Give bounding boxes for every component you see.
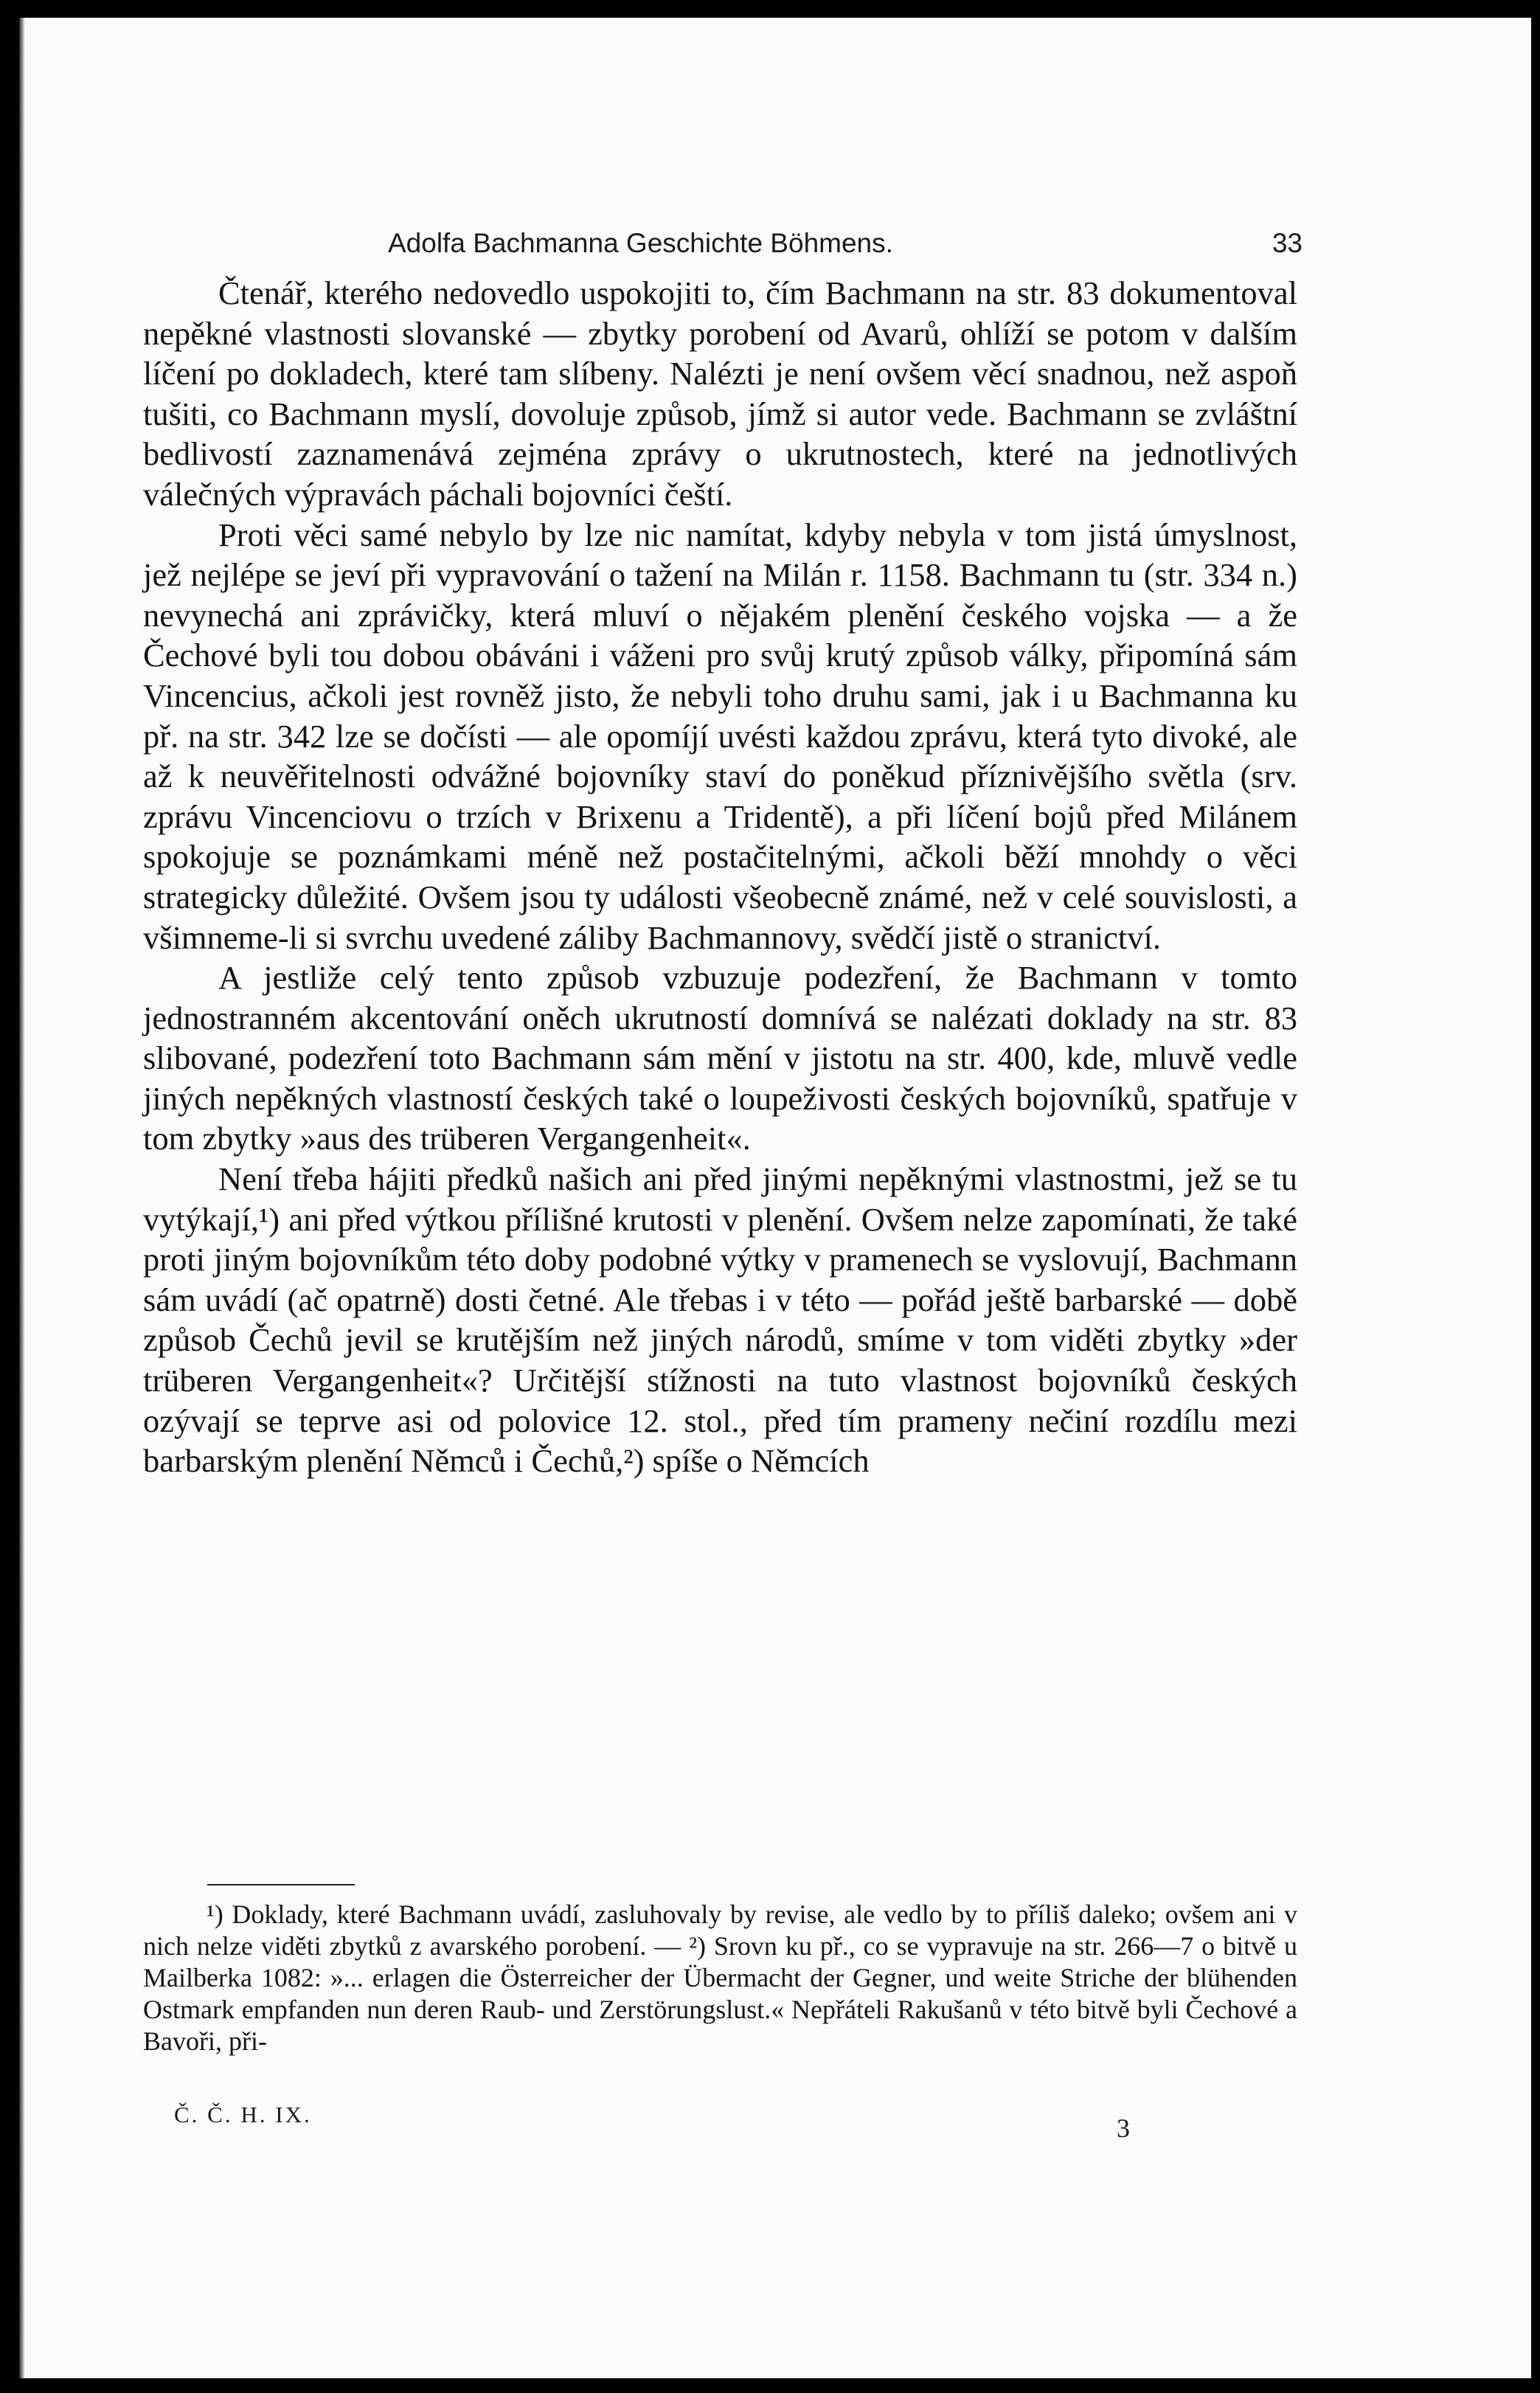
running-head-title: Adolfa Bachmanna Geschichte Böhmens.: [388, 228, 893, 258]
book-page: [19, 18, 1531, 2378]
page-number: 33: [1272, 228, 1303, 258]
footnotes: [143, 1899, 1297, 2057]
footnote-text: ¹) Doklady, které Bachmann uvádí, zasluhovaly by revise, ale vedlo by to příliš daleko; ovšem ani v nich nelze viděti zbytků z avarského porobení. — ²) Srovn ku př., co se vypravuje na str. 266—7 o bitvě u Mailberka 1082: »... erlagen die Österreicher der Übermacht der Gegner, und weite Striche der blühenden Ostmark empfanden nun deren Raub- und Zerstörungslust.« Nepřáteli Rakušanů v této bitvě byli Čechové a Bavoři, při-: [143, 1899, 1297, 2056]
paragraph: Proti věci samé nebylo by lze nic namítat, kdyby nebyla v tom jistá úmyslnost, jež nejlépe se jeví při vypravování o tažení na Milán r. 1158. Bachmann tu (str. 334 n.) nevynechá ani zprávičky, která mluví o nějakém plenění českého vojska — a že Čechové byli tou dobou obáváni i váženi pro svůj krutý způsob války, připomíná sám Vincencius, ačkoli jest rovněž jisto, že nebyli toho druhu sami, jak i u Bachmanna ku př. na str. 342 lze se dočísti — ale opomíjí uvésti každou zprávu, která tyto divoké, ale až k neuvěřitelnosti odvážné bojovníky staví do poněkud příznivějšího světla (srv. zprávu Vincenciovu o trzích v Brixenu a Tridentě), a při líčení bojů před Milánem spokojuje se poznámkami méně než postačitelnými, ačkoli běží mnohdy o věci strategicky důležité. Ovšem jsou ty události všeobecně známé, než v celé souvislosti, a všimneme-li si svrchu uvedené záliby Bachmannovy, svědčí jistě o stranictví.: [143, 516, 1297, 956]
paragraph: Není třeba hájiti předků našich ani před jinými nepěknými vlastnostmi, jež se tu vytýkají,¹) ani před výtkou přílišné krutosti v plenění. Ovšem nelze zapomínati, že také proti jiným bojovníkům této doby podobné výtky v pramenech se vyslovují, Bachmann sám uvádí (ač opatrně) dosti četné. Ale třebas i v této — pořád ještě barbarské — době způsob Čechů jevil se krutějším než jiných národů, smíme v tom viděti zbytky »der trüberen Vergangenheit«? Určitější stížnosti na tuto vlastnost bojovníků českých ozývají se teprve asi od polovice 12. stol., před tím prameny nečiní rozdílu mezi barbarským plenění Němců i Čechů,²) spíše o Němcích: [143, 1160, 1297, 1480]
footnote-rule: [207, 1884, 355, 1885]
page-edge-shadow: [19, 18, 25, 2378]
signature-journal: Č. Č. H. IX.: [174, 2102, 312, 2127]
signature-sheet-number: 3: [1117, 2113, 1130, 2143]
body-text: [143, 273, 1297, 1481]
paragraph: A jestliže celý tento způsob vzbuzuje podezření, že Bachmann v tomto jednostranném akcentování oněch ukrutností domnívá se nalézati doklady na str. 83 slibované, podezření toto Bachmann sám mění v jistotu na str. 400, kde, mluvě vedle jiných nepěkných vlastností českých také o loupeživosti českých bojovníků, spatřuje v tom zbytky »aus des trüberen Vergangenheit«.: [143, 959, 1297, 1157]
paragraph: Čtenář, kterého nedovedlo uspokojiti to, čím Bachmann na str. 83 dokumentoval nepěkné vlastnosti slovanské — zbytky porobení od Avarů, ohlíží se potom v dalším líčení po dokladech, které tam slíbeny. Nalézti je není ovšem věcí snadnou, než aspoň tušiti, co Bachmann myslí, dovoluje způsob, jímž si autor vede. Bachmann se zvláštní bedlivostí zaznamenává zejména zprávy o ukrutnostech, které na jednotlivých válečných výpravách páchali bojovníci čeští.: [143, 274, 1297, 513]
